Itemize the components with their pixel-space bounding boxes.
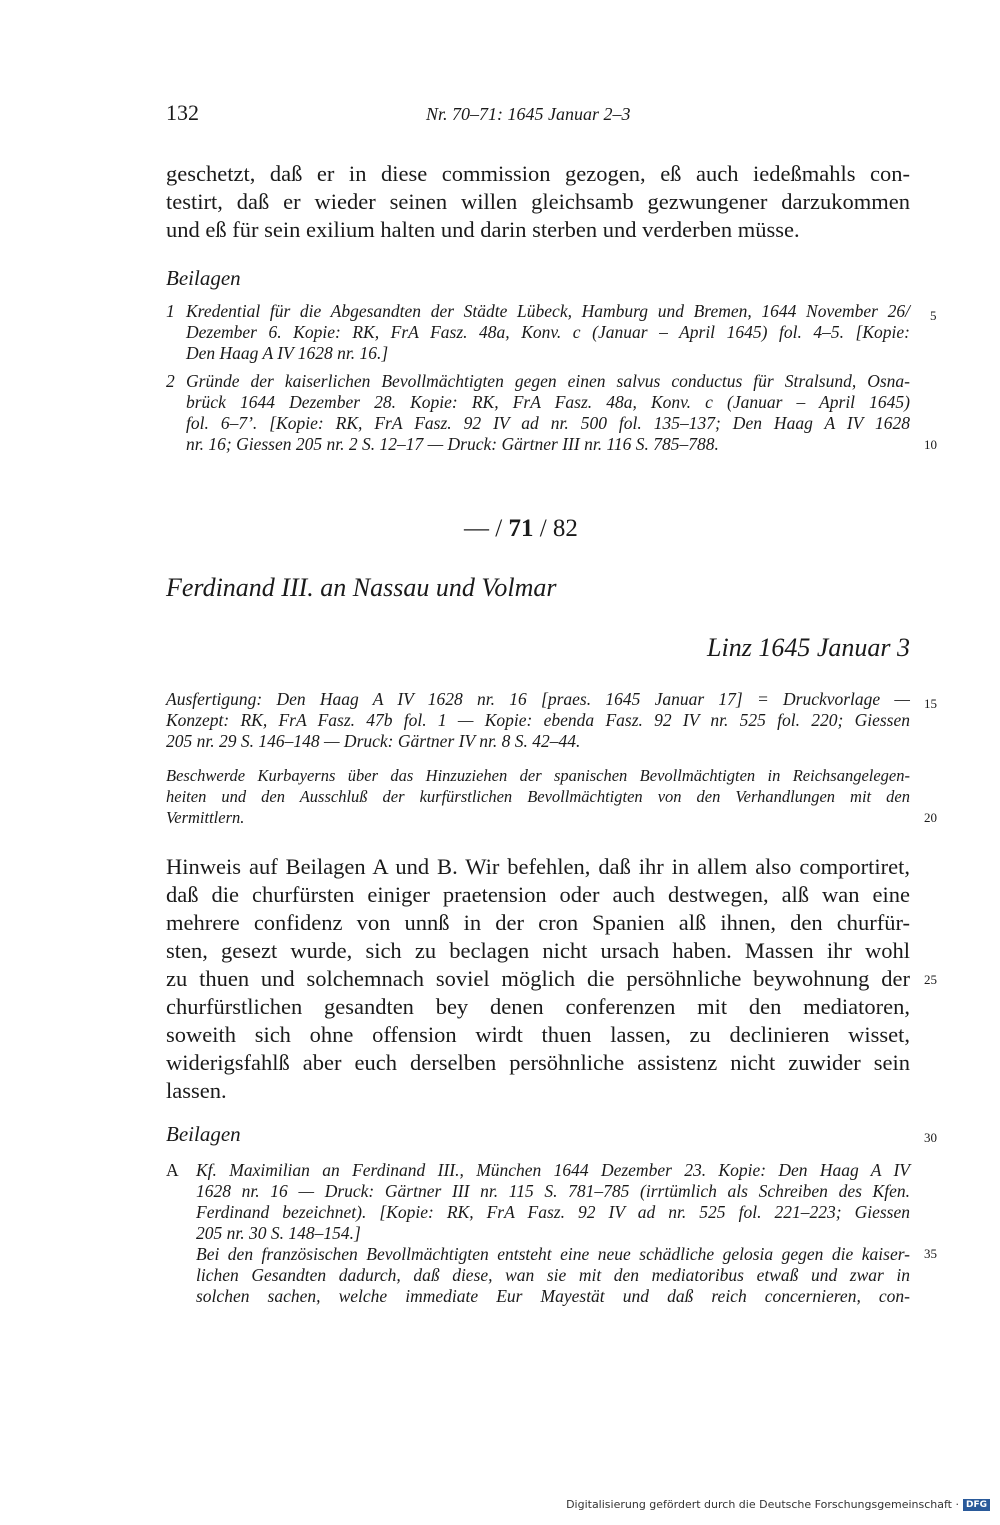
credit-text: Digitalisierung gefördert durch die Deutsche Forschungsgemeinschaft · bbox=[566, 1498, 959, 1511]
document-number-main: 71 bbox=[508, 515, 534, 542]
text-line: nr. 16; Giessen 205 nr. 2 S. 12–17 — Druck: Gärtner III nr. 116 S. 785–788. bbox=[186, 434, 719, 454]
beilage-number: 2 bbox=[166, 371, 175, 391]
document-title: Ferdinand III. an Nassau und Volmar bbox=[166, 573, 557, 602]
text-line: lassen. bbox=[166, 1078, 227, 1103]
line-number: 20 bbox=[924, 810, 937, 825]
text-line: Ausfertigung: Den Haag A IV 1628 nr. 16 [praes. 1645 Januar 17] = Druckvorlage — bbox=[166, 689, 910, 709]
text-line: brück 1644 Dezember 28. Kopie: RK, FrA Fasz. 48a, Konv. c (Januar – April 1645) bbox=[186, 392, 910, 412]
beilage-label: A bbox=[166, 1160, 179, 1180]
text-line: und eß für sein exilium halten und darin sterben und verderben müsse. bbox=[166, 217, 800, 242]
text-line: Hinweis auf Beilagen A und B. Wir befehlen, daß ihr in allem also comportiret, bbox=[166, 854, 910, 879]
top-paragraph bbox=[166, 160, 910, 244]
text-line: churfürstlichen gesandten bey denen conferenzen mit den mediatoren, bbox=[166, 994, 910, 1019]
text-line: testirt, daß er wieder seinen willen gleichsamb gezwungener darzukommen bbox=[166, 189, 910, 214]
text-line: mehrere confidenz von unnß in der cron Spanien alß ihnen, den churfür- bbox=[166, 910, 910, 935]
beilagen-heading: Beilagen bbox=[166, 1122, 241, 1146]
line-number: 15 bbox=[924, 696, 937, 711]
document-number-alt: 82 bbox=[552, 515, 578, 542]
text-line: Kf. Maximilian an Ferdinand III., München 1644 Dezember 23. Kopie: Den Haag A IV bbox=[196, 1160, 910, 1180]
text-line: Gründe der kaiserlichen Bevollmächtigten gegen einen salvus conductus für Stralsund, Osna- bbox=[186, 371, 910, 391]
text-line: Bei den französischen Bevollmächtigten entsteht eine neue schädliche gelosia gegen die kaiser- bbox=[196, 1244, 910, 1264]
beilage-item bbox=[186, 371, 910, 455]
document-number-sep: / bbox=[539, 515, 547, 542]
running-head: Nr. 70–71: 1645 Januar 2–3 bbox=[426, 104, 631, 124]
text-line: daß die churfürsten einiger praetension oder auch destwegen, alß wan eine bbox=[166, 882, 910, 907]
text-line: widerigsfahlß aber euch derselben persöhnliche assistenz nicht zuwider sein bbox=[166, 1050, 910, 1075]
dfg-logo: DFG bbox=[963, 1499, 990, 1511]
document-number bbox=[464, 515, 578, 543]
page-number: 132 bbox=[166, 100, 199, 125]
text-line: Konzept: RK, FrA Fasz. 47b fol. 1 — Kopie: ebenda Fasz. 92 IV nr. 525 fol. 220; Giessen bbox=[166, 710, 910, 730]
digitization-credit bbox=[566, 1498, 990, 1511]
text-line: solchen sachen, welche immediate Eur Mayestät und daß reich concernieren, con- bbox=[196, 1286, 910, 1306]
document-place-date: Linz 1645 Januar 3 bbox=[707, 633, 910, 662]
text-line: sten, gesezt wurde, sich zu beclagen nicht ursach haben. Massen ihr wohl bbox=[166, 938, 910, 963]
text-line: 1628 nr. 16 — Druck: Gärtner III nr. 115 S. 781–785 (irrtümlich als Schreiben des Kfen. bbox=[196, 1181, 910, 1201]
text-line: Ferdinand bezeichnet). [Kopie: RK, FrA Fasz. 92 IV ad nr. 525 fol. 221–223; Giessen bbox=[196, 1202, 910, 1222]
text-line: Vermittlern. bbox=[166, 808, 245, 827]
main-paragraph bbox=[166, 853, 910, 1105]
document-sources bbox=[166, 689, 910, 752]
line-number: 10 bbox=[924, 437, 937, 452]
text-line: zu thuen und solchemnach soviel möglich die persöhnliche beywohnung der bbox=[166, 966, 910, 991]
line-number: 25 bbox=[924, 972, 937, 987]
line-number: 5 bbox=[930, 308, 937, 323]
line-number: 35 bbox=[924, 1246, 937, 1261]
text-line: 205 nr. 30 S. 148–154.] bbox=[196, 1223, 361, 1243]
document-number-dash: — / bbox=[464, 515, 503, 542]
text-line: Dezember 6. Kopie: RK, FrA Fasz. 48a, Konv. c (Januar – April 1645) fol. 4–5. [Kopie: bbox=[186, 322, 910, 342]
beilage-number: 1 bbox=[166, 301, 175, 321]
beilage-item bbox=[186, 301, 910, 364]
beilagen-heading: Beilagen bbox=[166, 266, 241, 290]
text-line: Den Haag A IV 1628 nr. 16.] bbox=[186, 343, 389, 363]
text-line: heiten und den Ausschluß der kurfürstlichen Bevollmächtigten von den Verhandlungen mit den bbox=[166, 787, 910, 806]
text-line: lichen Gesandten dadurch, daß diese, wan sie mit den mediatoribus etwaß und zwar in bbox=[196, 1265, 910, 1285]
text-line: Beschwerde Kurbayerns über das Hinzuziehen der spanischen Bevollmächtigten in Reichsangelegen- bbox=[166, 766, 910, 785]
text-line: 205 nr. 29 S. 146–148 — Druck: Gärtner IV nr. 8 S. 42–44. bbox=[166, 731, 581, 751]
text-line: soweith sich ohne offension wirdt thuen lassen, zu declinieren wisset, bbox=[166, 1022, 910, 1047]
text-line: geschetzt, daß er in diese commission gezogen, eß auch iedeßmahls con- bbox=[166, 161, 910, 186]
text-line: fol. 6–7’. [Kopie: RK, FrA Fasz. 92 IV ad nr. 500 fol. 135–137; Den Haag A IV 1628 bbox=[186, 413, 910, 433]
document-summary bbox=[166, 765, 910, 828]
beilage-item bbox=[196, 1160, 910, 1307]
text-line: Kredential für die Abgesandten der Städte Lübeck, Hamburg und Bremen, 1644 November 26/ bbox=[186, 301, 910, 321]
line-number: 30 bbox=[924, 1130, 937, 1145]
